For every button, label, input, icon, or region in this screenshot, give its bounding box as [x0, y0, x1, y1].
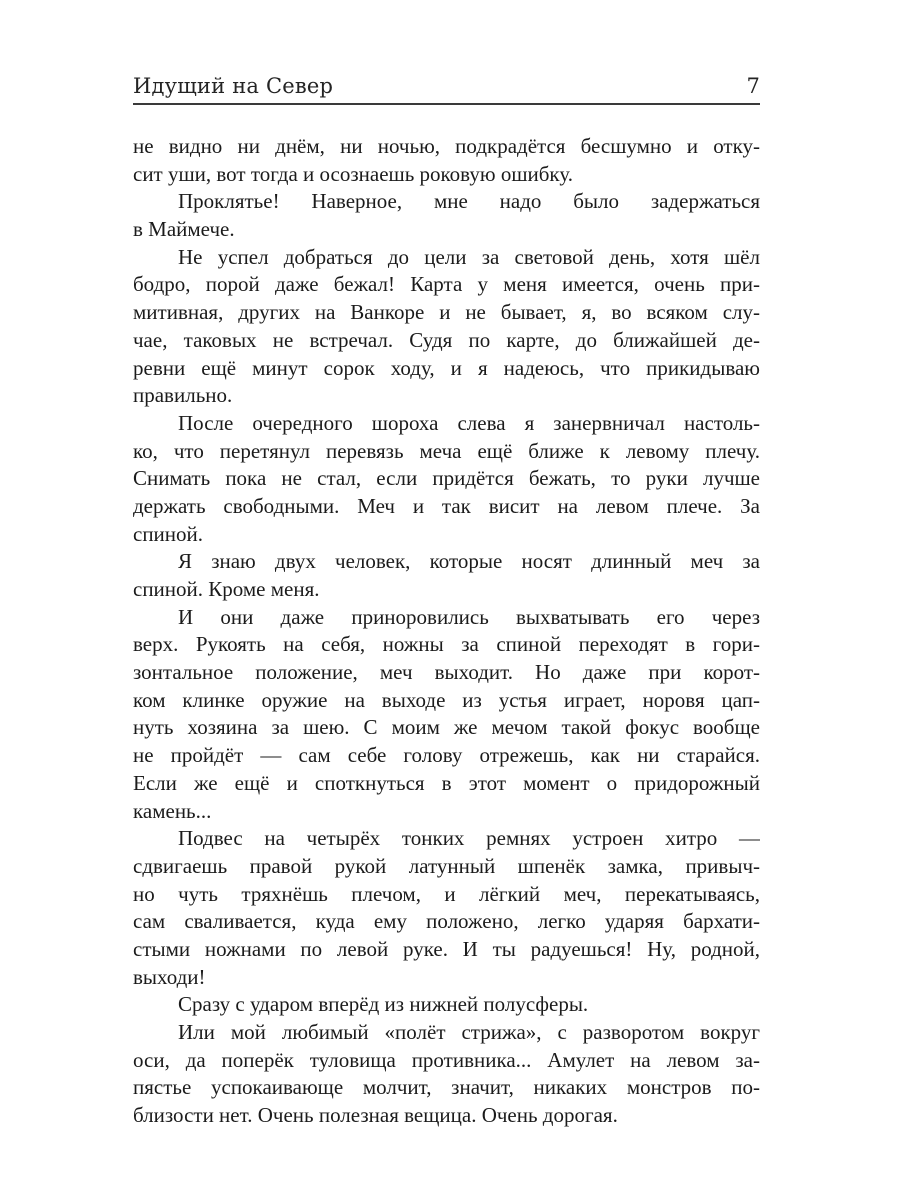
text-line: правильно.: [133, 383, 233, 408]
text-line: не видно ни днём, ни ночью, подкрадётся бесшумно и отку-: [133, 134, 760, 158]
text-line: спиной. Кроме меня.: [133, 577, 320, 601]
text-line: И они даже приноровились выхватывать его через: [178, 604, 760, 629]
text-line: но чуть тряхнёшь плечом, и лёгкий меч, перекатываясь,: [133, 881, 760, 906]
page-number: 7: [746, 74, 760, 98]
text-line: близости нет. Очень полезная вещица. Очень дорогая.: [133, 1103, 618, 1128]
text-line: стыми ножнами по левой руке. И ты радуешься! Ну, родной,: [133, 936, 760, 961]
text-line: зонтальное положение, меч выходит. Но даже при корот-: [133, 660, 760, 685]
text-line: выходи!: [133, 964, 206, 989]
text-line: оси, да поперёк туловища противника... Амулет на левом за-: [133, 1047, 760, 1072]
text-line: камень...: [133, 798, 212, 823]
text-line: Сразу с ударом вперёд из нижней полусферы.: [178, 992, 589, 1017]
text-line: ком клинке оружие на выходе из устья играет, норовя цап-: [133, 687, 760, 712]
text-line: пястье успокаивающе молчит, значит, никаких монстров по-: [133, 1075, 760, 1100]
text-line: ревни ещё минут сорок ходу, и я надеюсь, что прикидываю: [133, 355, 760, 380]
text-line: чае, таковых не встречал. Судя по карте, до ближайшей де-: [133, 327, 760, 352]
text-line: в Маймече.: [133, 217, 235, 242]
body-text: [133, 133, 760, 1130]
text-line: спиной.: [133, 521, 204, 546]
text-line: Проклятье! Наверное, мне надо было задержаться: [178, 189, 760, 214]
text-line: держать свободными. Меч и так висит на левом плече. За: [133, 493, 760, 518]
text-line: нуть хозяина за шею. С моим же мечом такой фокус вообще: [133, 715, 760, 740]
text-line: сам сваливается, куда ему положено, легко ударяя бархати-: [133, 909, 760, 934]
text-line: сит уши, вот тогда и осознаешь роковую ошибку.: [133, 161, 573, 186]
text-line: Или мой любимый «полёт стрижа», с разворотом вокруг: [178, 1020, 760, 1044]
text-line: Если же ещё и споткнуться в этот момент о придорожный: [133, 770, 760, 795]
running-title: Идущий на Север: [133, 74, 334, 98]
text-line: Снимать пока не стал, если придётся бежать, то руки лучше: [133, 466, 760, 491]
text-line: Не успел добраться до цели за световой день, хотя шёл: [178, 244, 760, 269]
page-header: [133, 74, 760, 105]
text-line: ко, что перетянул перевязь меча ещё ближе к левому плечу.: [133, 438, 760, 463]
text-line: митивная, других на Ванкоре и не бывает, я, во всяком слу-: [133, 300, 760, 325]
text-line: После очередного шороха слева я занервничал настоль-: [178, 410, 760, 435]
text-line: Я знаю двух человек, которые носят длинный меч за: [178, 549, 760, 574]
text-line: не пройдёт — сам себе голову отрежешь, как ни старайся.: [133, 743, 760, 768]
text-line: Подвес на четырёх тонких ремнях устроен хитро —: [178, 826, 760, 851]
page-content: [133, 74, 760, 1130]
text-line: бодро, порой даже бежал! Карта у меня имеется, очень при-: [133, 272, 760, 297]
text-line: верх. Рукоять на себя, ножны за спиной переходят в гори-: [133, 632, 760, 657]
text-line: сдвигаешь правой рукой латунный шпенёк замка, привыч-: [133, 853, 760, 878]
